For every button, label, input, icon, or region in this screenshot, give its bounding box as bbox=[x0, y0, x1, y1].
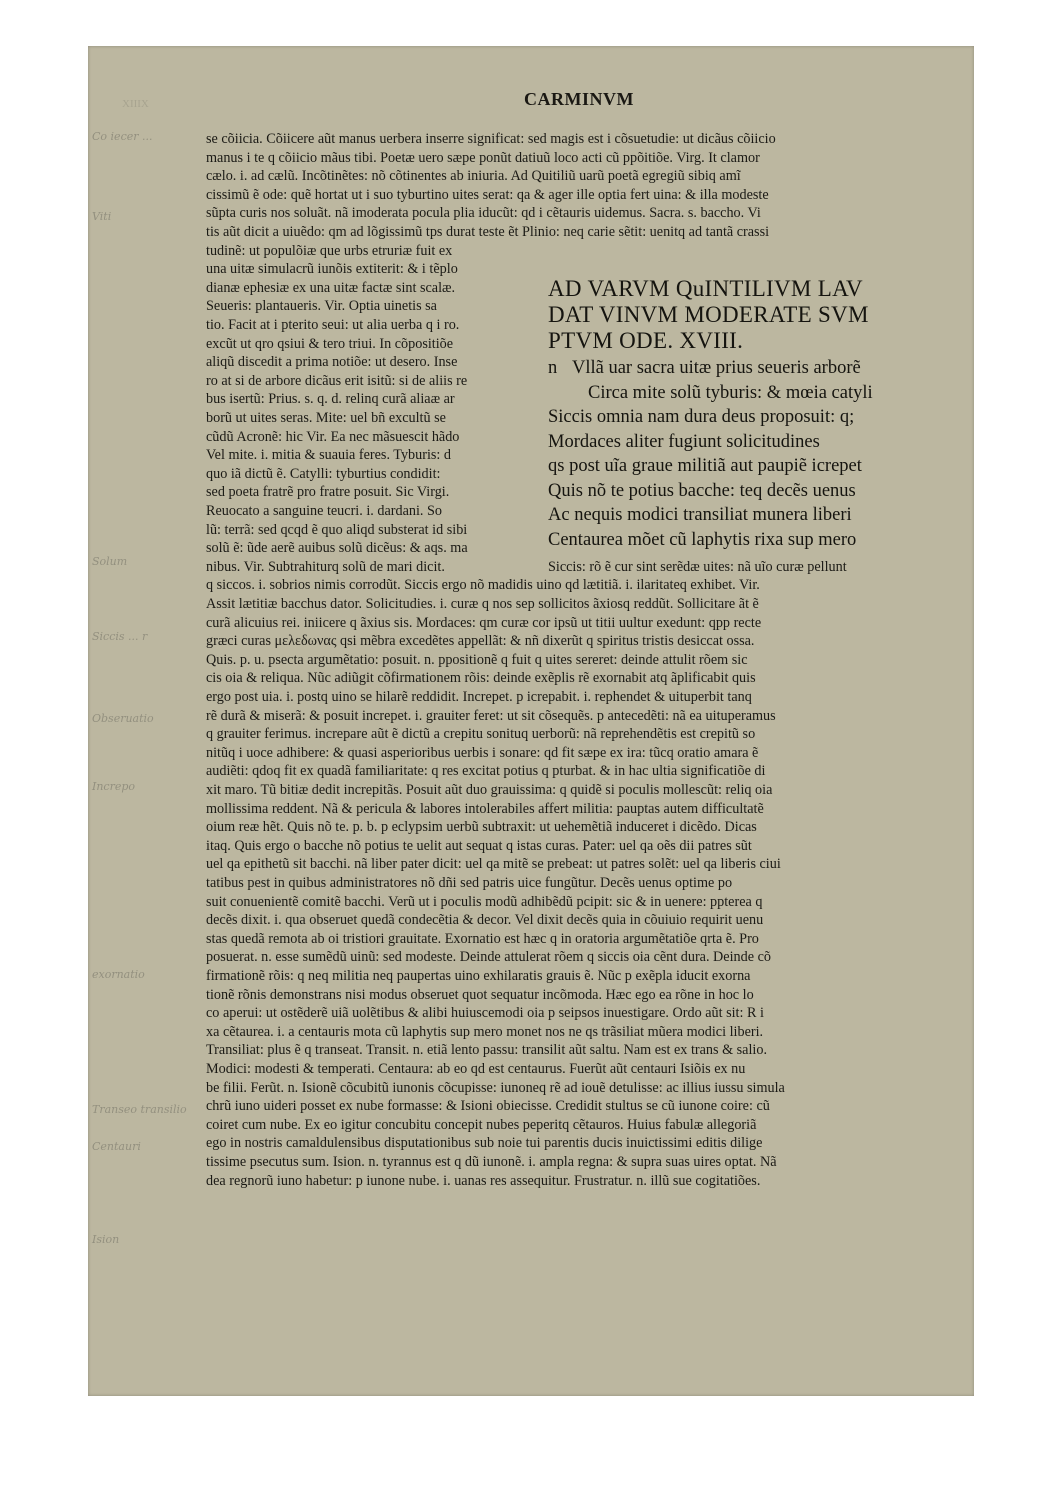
marginal-note: Obseruatio bbox=[92, 712, 154, 725]
ode-title-line: AD VARVM QuINTILIVM LAV bbox=[548, 276, 863, 301]
marginal-note: Viti bbox=[92, 210, 112, 223]
commentary-line: tio. Facit at i pterito seui: ut alia uerba q i ro. bbox=[206, 317, 460, 333]
commentary-line: lũ: terrã: sed qcqd ẽ quo aliqd substerat id sibi bbox=[206, 521, 468, 538]
commentary-line: græci curas μελεδωνας qsi mẽbra excedẽtes appellãt: & nñ dixerũt q spiritus tristis desiccat ossa. bbox=[206, 633, 755, 650]
commentary-line: bus isertũ: Prius. s. q. d. relinq curã aliaæ ar bbox=[206, 391, 455, 408]
commentary-line: firmationẽ rõis: q neq militia neq paupertas uino exhilaratis grauis ẽ. Nũc p exẽpla iducit exorna bbox=[206, 968, 751, 984]
commentary-line: tudinẽ: ut populõiæ que urbs etruriæ fuit ex bbox=[206, 242, 453, 259]
commentary-line: nibus. Vir. Subtrahiturq solũ de mari dicit. bbox=[206, 558, 445, 575]
commentary-line: chrũ iuno uideri posset ex nube formasse: & Isioni obiecisse. Credidit stultus se cũ iunone coire: cũ bbox=[206, 1098, 770, 1115]
commentary-line: dianæ ephesiæ ex una uitæ factæ sint scalæ. bbox=[206, 279, 456, 296]
marginal-note: Ision bbox=[92, 1233, 120, 1246]
commentary-line: tionẽ rõnis demonstrans nisi modus obseruet quot sequatur incõmoda. Hæc ego ea rõne in hoc lo bbox=[206, 986, 754, 1003]
commentary-line: Assit lætitiæ bacchus dator. Solicitudies. i. curæ q nos sep sollicitos ãxiosq reddũt. Sollicitare ãt ẽ bbox=[206, 596, 759, 612]
commentary-line: cũdũ Acronẽ: hic Vir. Ea nec mãsuescit hãdo bbox=[206, 428, 460, 445]
commentary-line: tatibus pest in quibus administratores nõ dñi sed patris uice fungũtur. Decẽs uenus optime po bbox=[206, 875, 733, 891]
commentary-line: coiret cum nube. Ex eo igitur concubitu concepit nubes peperitq cẽtauros. Huius fabulæ allegoriã bbox=[206, 1116, 757, 1133]
folio-stamp: XIIIX bbox=[122, 98, 149, 110]
marginal-note: Solum bbox=[92, 555, 128, 568]
marginal-note: Co iecer ... bbox=[92, 130, 153, 143]
marginal-note: Centauri bbox=[92, 1140, 141, 1153]
commentary-line: excũt ut qro qsiui & tero triui. In cõpositiõe bbox=[206, 335, 454, 352]
commentary-line: una uitæ simulacrũ iunõis extiterit: & i tẽplo bbox=[206, 261, 458, 278]
commentary-line: q siccos. i. sobrios nimis corrodũt. Siccis ergo nõ madidis uino qd lætitiã. i. ilaritateq exhibet. Vir. bbox=[206, 577, 760, 594]
commentary-line: uel qa epithetũ sit bacchi. nã liber pater dicit: uel qa mitẽ se prebeat: ut patres solẽt: uel qa liberis ciui bbox=[206, 856, 781, 873]
running-head: CARMINVM bbox=[524, 89, 634, 109]
commentary-line: dea regnorũ iuno habetur: p iunone nube. i. uanas res assequitur. Frustratur. n. illũ sue cogitatiões. bbox=[206, 1172, 761, 1189]
commentary-line: Quis. p. u. psecta argumẽtatio: posuit. n. ppositionẽ q fuit q uites sereret: deinde attulit rõem sic bbox=[206, 651, 748, 668]
commentary-line: cissimũ ẽ ode: quẽ hortat ut i suo tyburtino uites serat: qa & ager ille optia fert uina: & illa modeste bbox=[206, 186, 769, 203]
commentary-line: se cõiicia. Cõiicere aũt manus uerbera inserre significat: sed magis est i cõsuetudie: ut dicãus cõiicio bbox=[206, 131, 776, 147]
commentary-line: Modici: modesti & temperati. Centaura: ab eo qd est centaurus. Fuerũt aũt centauri Isiõis ex nu bbox=[206, 1061, 746, 1077]
commentary-line: Vel mite. i. mitia & suauia feres. Tyburis: d bbox=[206, 447, 452, 464]
commentary-line: Reuocato a sanguine teucri. i. dardani. So bbox=[206, 503, 442, 519]
ode-title-line: DAT VINVM MODERATE SVM bbox=[548, 302, 869, 327]
commentary-line: mollissima reddent. Nã & pericula & labores intolerabiles affert militia: pauptas autem difficultatẽ bbox=[206, 800, 764, 817]
commentary-line: oium reæ hẽt. Quis nõ te. p. b. p eclypsim uerbũ subtraxit: ut uehemẽtiã induceret i dicẽdo. Dicas bbox=[206, 819, 757, 836]
commentary-line: posuerat. n. esse sumẽdũ uinũ: sed modeste. Deinde attulerat rõem q siccis oia cẽnt dura. Deinde cõ bbox=[206, 949, 771, 966]
commentary-line: tis aũt dicit a uiuẽdo: qm ad lõgissimũ tps durat teste ẽt Plinio: neq carie sẽtit: uenitq ad tantã crassi bbox=[206, 224, 770, 240]
commentary-line: co aperui: ut ostẽderẽ uiã uolẽtibus & alibi huiuscemodi oia p seipsos inuestigare. Ordo aũt sit: R i bbox=[206, 1005, 764, 1022]
ode-title-line: PTVM ODE. XVIII. bbox=[548, 328, 744, 353]
commentary-line: sed poeta fratrẽ pro fratre posuit. Sic Virgi. bbox=[206, 484, 450, 501]
marginal-note: Increpo bbox=[92, 780, 136, 793]
commentary-line: stas quedã remota ab oi tristiori grauitate. Exornatio est hæc q in oratoria argumẽtatiõe qrta ẽ. Pro bbox=[206, 930, 759, 947]
ode-verse: Vllã uar sacra uitæ prius seueris arborẽ bbox=[572, 358, 861, 378]
commentary-line: tissime psecutus sum. Ision. n. tyrannus est q dũ iunonẽ. i. ampla regna: & supra suas uires optat. Nã bbox=[206, 1154, 777, 1170]
commentary-line: itaq. Quis ergo o bacche nõ potius te uelit aut sequat q istas curas. Pater: uel qa oẽs dii patres sũt bbox=[206, 837, 752, 854]
marginal-note: Transeo transilio bbox=[92, 1103, 187, 1116]
marginal-note: Siccis ... r bbox=[92, 630, 148, 643]
commentary-line: solũ ẽ: ũde aerẽ auibus solũ dicẽus: & aqs. ma bbox=[206, 540, 468, 557]
ode-verse: Siccis omnia nam dura deus proposuit: q; bbox=[548, 407, 855, 427]
commentary-line: sũpta curis nos soluãt. nã imoderata pocula plia iducũt: qd i cẽtauris uidemus. Sacra. s. baccho. Vi bbox=[206, 205, 761, 222]
commentary-line: audiẽti: qdoq fit ex quadã familiaritate: q res excitat potius q pturbat. & in hac ultia significatiõe di bbox=[206, 763, 766, 780]
commentary-line: curã alicuius rei. iniicere q ãxius sis. Mordaces: qm curæ cor ipsũ ut titii uultur exedunt: qpp recte bbox=[206, 614, 762, 631]
commentary-line: ro at si de arbore dicãus erit isitũ: si de aliis re bbox=[206, 372, 468, 389]
commentary-line: be filii. Ferũt. n. Isionẽ cõcubitũ iunonis cõcupisse: iunoneq rẽ ad iouẽ detulisse: ac illius iussu simula bbox=[206, 1079, 785, 1096]
commentary-line: Transiliat: plus ẽ q transeat. Transit. n. etiã lento passu: transilit aũt saltu. Nam est ex trans & salio. bbox=[206, 1042, 767, 1059]
commentary-line: cælo. i. ad cælũ. Incõtinẽtes: nõ cõtinentes ab iniuria. Ad Quitiliũ uarũ poetã egregiũ sibiq amĩ bbox=[206, 168, 741, 185]
commentary-line: xit maro. Tũ bitiæ dedit increpitãs. Posuit aũt duo grauissima: q quidẽ si poculis mollescũt: reliq oia bbox=[206, 782, 773, 798]
commentary-line: xa cẽtaurea. i. a centauris mota cũ laphytis sup mero monet nos ne qs trãsiliat mũera modici liberi. bbox=[206, 1023, 764, 1040]
ode-verse: qs post uĩa graue militiã aut paupiẽ icrepet bbox=[548, 456, 862, 476]
commentary-line: manus i te q cõiicio mãus tibi. Poetæ uero sæpe ponũt datiuũ loco acti cũ ppõitiõe. Virg. It clamor bbox=[206, 149, 760, 166]
ode-initial-guide: n bbox=[548, 358, 558, 378]
commentary-line: ergo post uia. i. postq uino se hilarẽ reddidit. Increpet. p icrepabit. i. rephendet & uituperbit tanq bbox=[206, 689, 752, 705]
commentary-line: decẽs dixit. i. qua obseruet quedã condecẽtia & decor. Vel dixit decẽs quia in cõuiuio requirit uenu bbox=[206, 912, 764, 929]
commentary-line: q grauiter ferimus. increpare aũt ẽ dictũ a crepitu sonituq uerborũ: nã reprehendẽtis est crepitũ so bbox=[206, 726, 756, 743]
ode-verse: Circa mite solũ tyburis: & mœia catyli bbox=[588, 382, 873, 403]
commentary-line: nitũq i uoce adhibere: & quasi asperioribus uerbis i sonare: qd fit sæpe ex ira: tũcq oratio amara ẽ bbox=[206, 744, 759, 761]
commentary-line: Siccis: rõ ẽ cur sint serẽdæ uites: nã uĩo curæ pellunt bbox=[548, 558, 847, 575]
ode-verse: Quis nõ te potius bacche: teq decẽs uenus bbox=[548, 480, 856, 501]
ode-verse: Centaurea mõet cũ laphytis rixa sup mero bbox=[548, 529, 857, 550]
commentary-line: suit conuenientẽ comitẽ bacchi. Verũ ut i poculis modũ adhibẽdũ pcipit: sic & in uenere: ppterea q bbox=[206, 893, 763, 910]
ode-verse: Ac nequis modici transiliat munera liberi bbox=[548, 505, 852, 525]
commentary-line: Seueris: plantaueris. Vir. Optia uinetis sa bbox=[206, 298, 437, 315]
marginal-note: exornatio bbox=[92, 968, 145, 981]
commentary-line: rẽ durã & miserã: & posuit increpet. i. grauiter feret: ut sit cõsequẽs. p antecedẽti: nã ea uituperamus bbox=[206, 707, 776, 724]
commentary-line: aliqũ discedit a prima notiõe: ut desero. Inse bbox=[206, 354, 458, 371]
commentary-line: quo iã dictũ ẽ. Catylli: tyburtius condidit: bbox=[206, 465, 441, 482]
ode-verse: Mordaces aliter fugiunt solicitudines bbox=[548, 431, 820, 452]
commentary-line: ego in nostris camaldulensibus disputationibus sub noie tui parentis ducis inuictissimi editis dilige bbox=[206, 1135, 763, 1152]
commentary-line: cis oia & reliqua. Nũc adiũgit cõfirmationem rõis: deinde exẽplis rẽ exornabit atq ãplificabit quis bbox=[206, 670, 756, 687]
commentary-line: borũ ut uites seras. Mite: uel bñ excultũ se bbox=[206, 410, 446, 426]
